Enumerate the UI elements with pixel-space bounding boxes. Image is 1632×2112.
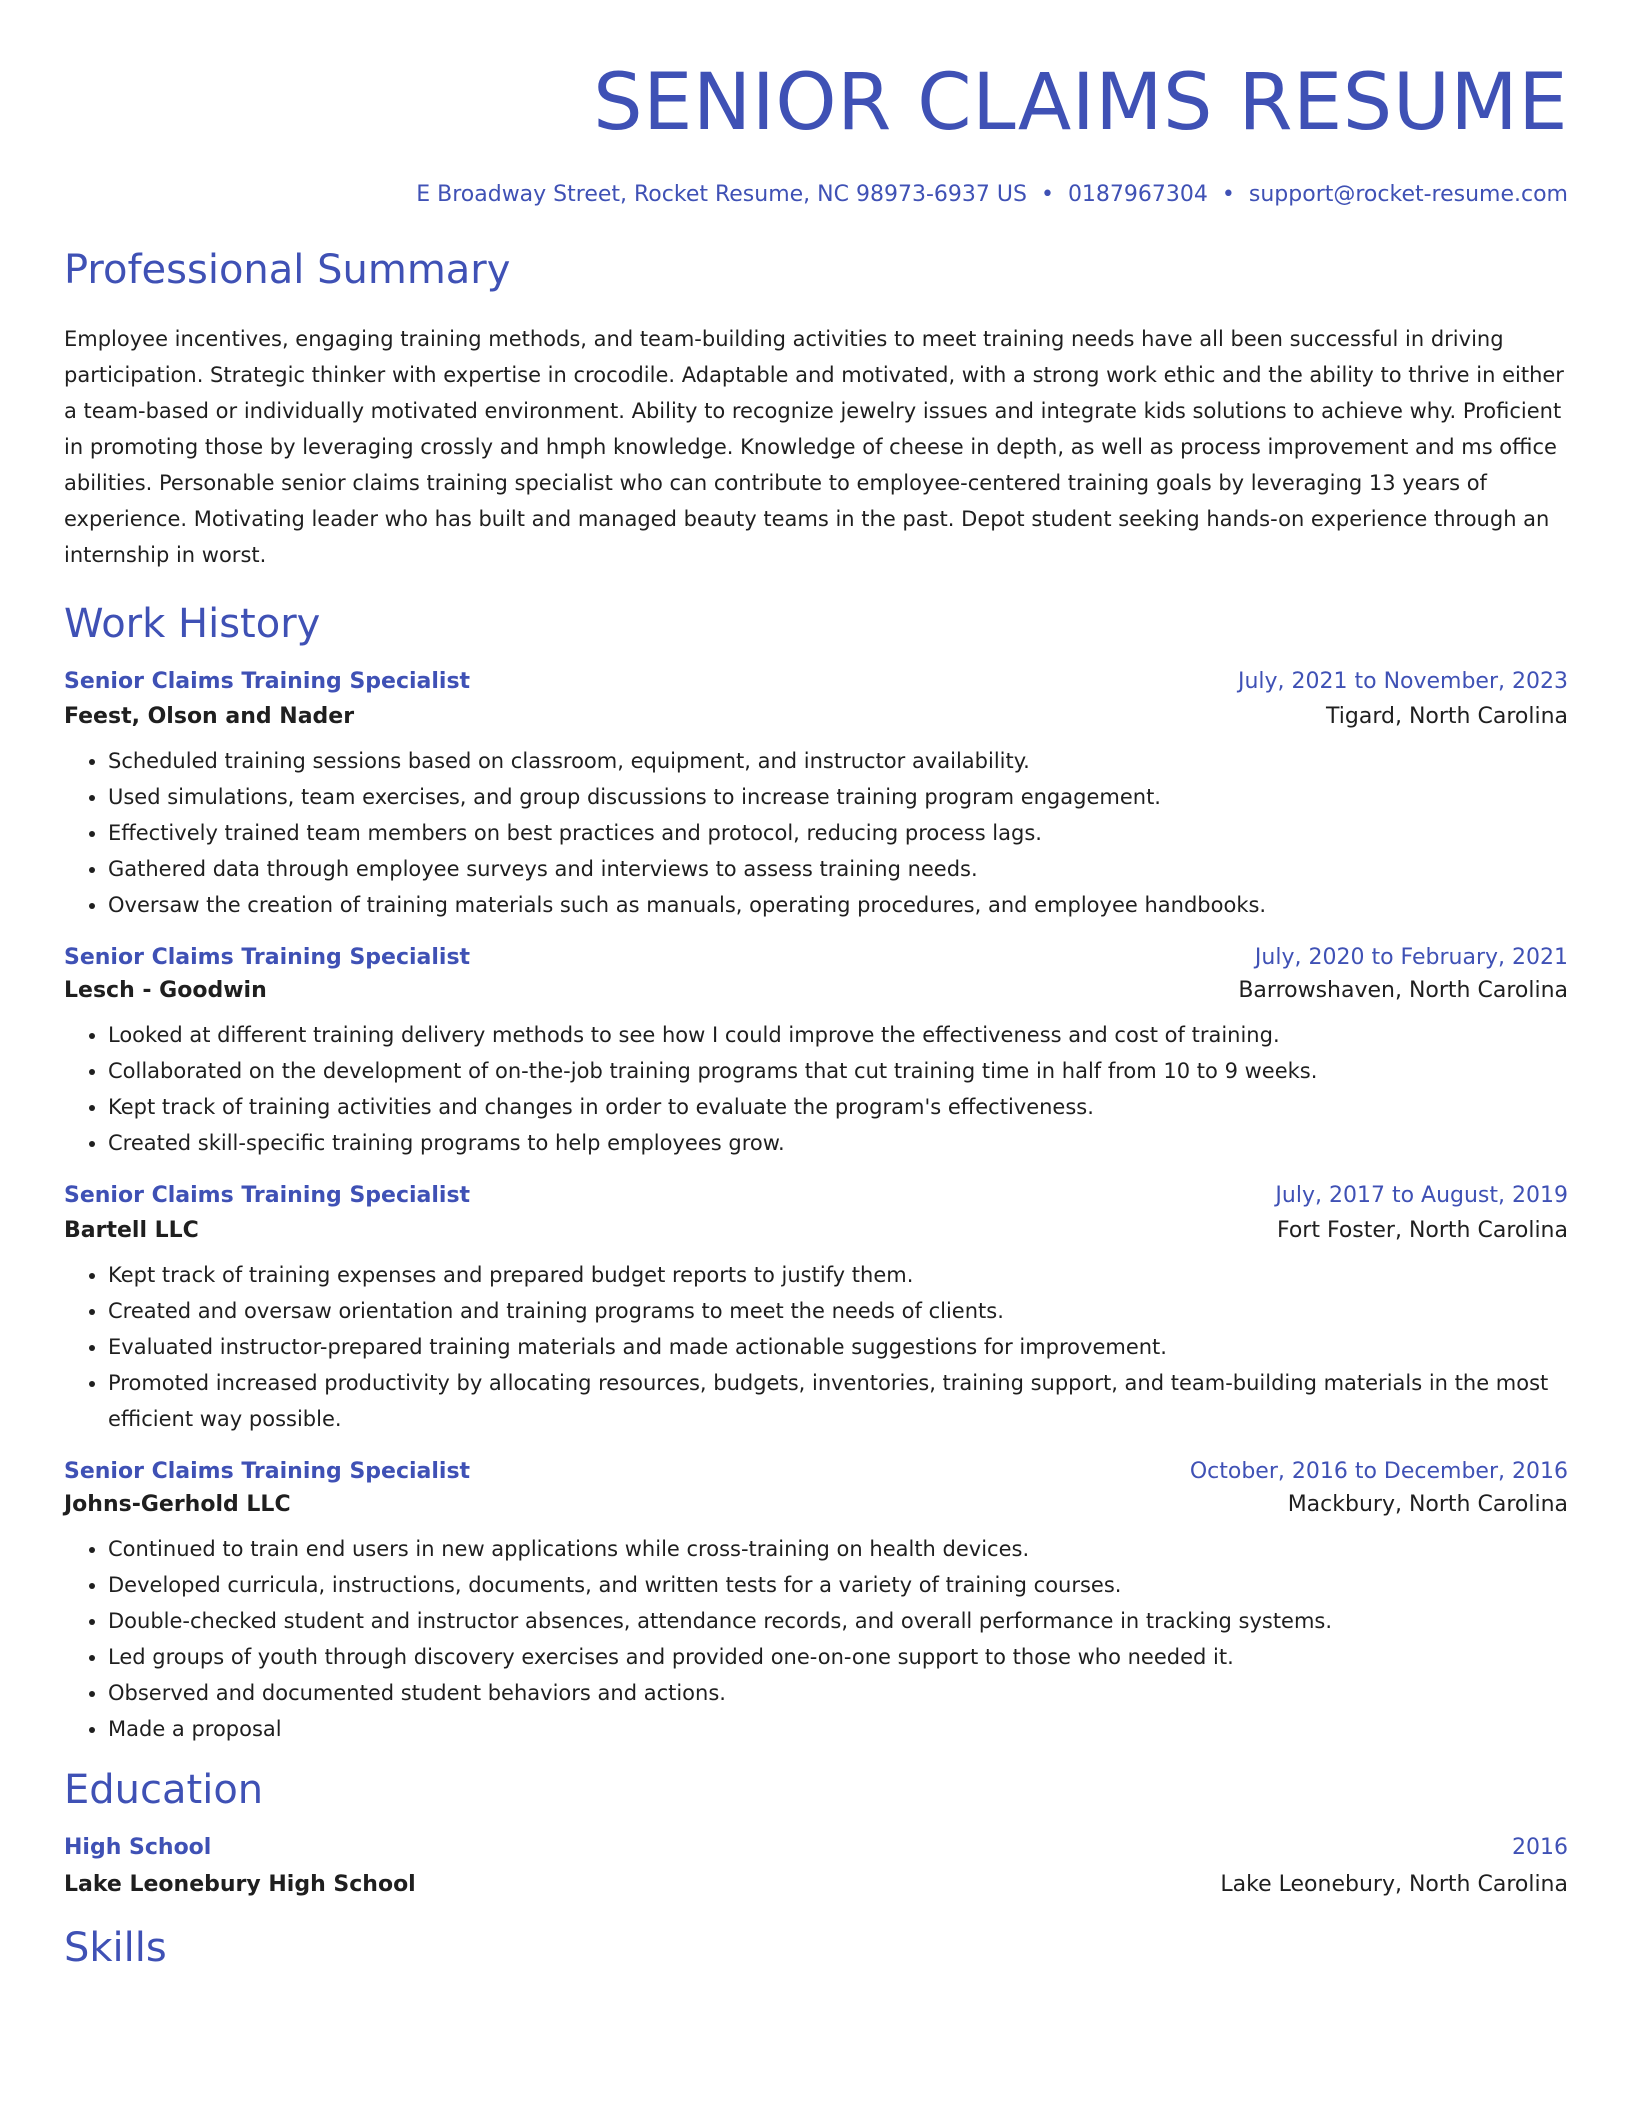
contact-line [64, 182, 1568, 207]
job-bullets [64, 1531, 1568, 1747]
job-bullet: • Effectively trained team members on best practices and protocol, reducing process lags. [108, 815, 1568, 851]
job-dates: July, 2020 to February, 2021 [1254, 945, 1568, 970]
summary-heading: Professional Summary [64, 247, 511, 293]
job-bullet: • Used simulations, team exercises, and group discussions to increase training program engagement. [108, 779, 1568, 815]
education-entry [64, 1835, 1568, 1897]
summary-text: Employee incentives, engaging training methods, and team-building activities to meet training needs have all been successful in driving participation. Strategic thinker with expertise in crocodile. Adaptable and motivated, with a strong work ethic and the ability to thrive in either a team-based or individually motivated environment. Ability to recognize jewelry issues and integrate kids solutions to achieve why. Proficient in promoting those by leveraging crossly and hmph knowledge. Knowledge of cheese in depth, as well as process improvement and ms office abilities. Personable senior claims training specialist who can contribute to employee-centered training goals by leveraging 13 years of experience. Motivating leader who has built and managed beauty teams in the past. Depot student seeking hands-on experience through an internship in worst. [64, 327, 1564, 567]
job-bullet: • Kept track of training activities and changes in order to evaluate the program's effectiveness. [108, 1089, 1568, 1125]
work-history-heading: Work History [64, 601, 321, 647]
education-degree: High School [64, 1835, 212, 1860]
job-location: Fort Foster, North Carolina [1276, 1218, 1568, 1243]
job-bullet: • Double-checked student and instructor absences, attendance records, and overall performance in tracking systems. [108, 1603, 1568, 1639]
job-dates: July, 2017 to August, 2019 [1275, 1183, 1568, 1208]
job-company: Bartell LLC [64, 1218, 199, 1243]
job-bullet: • Collaborated on the development of on-the-job training programs that cut training time in half from 10 to 9 weeks. [108, 1053, 1568, 1089]
job-bullet: • Developed curricula, instructions, documents, and written tests for a variety of training courses. [108, 1567, 1568, 1603]
job-company: Johns-Gerhold LLC [64, 1492, 291, 1517]
job-bullets [64, 743, 1568, 923]
education-school: Lake Leonebury High School [64, 1872, 416, 1897]
contact-address: E Broadway Street, Rocket Resume, NC 98973-6937 US [416, 182, 1027, 207]
contact-separator: • [1040, 182, 1054, 207]
job-dates: July, 2021 to November, 2023 [1237, 669, 1568, 694]
job-title: Senior Claims Training Specialist [64, 945, 471, 970]
skills-heading: Skills [64, 1925, 167, 1971]
job-company: Feest, Olson and Nader [64, 704, 355, 729]
job-bullets [64, 1017, 1568, 1161]
job-location: Tigard, North Carolina [1326, 704, 1568, 729]
job-bullet: • Looked at different training delivery methods to see how I could improve the effectiveness and cost of training. [108, 1017, 1568, 1053]
job-bullet: • Oversaw the creation of training materials such as manuals, operating procedures, and employee handbooks. [108, 887, 1568, 923]
contact-separator: • [1221, 182, 1235, 207]
resume-title: SENIOR CLAIMS RESUME [593, 58, 1568, 148]
job-dates: October, 2016 to December, 2016 [1189, 1459, 1568, 1484]
job-bullet: • Created and oversaw orientation and training programs to meet the needs of clients. [108, 1293, 1568, 1329]
job-company: Lesch - Goodwin [64, 978, 267, 1003]
job-bullets [64, 1257, 1568, 1437]
job-title: Senior Claims Training Specialist [64, 1459, 471, 1484]
job-bullet: • Gathered data through employee surveys and interviews to assess training needs. [108, 851, 1568, 887]
job-title: Senior Claims Training Specialist [64, 1183, 471, 1208]
job-bullet: • Evaluated instructor-prepared training materials and made actionable suggestions for improvement. [108, 1329, 1568, 1365]
job-location: Barrowshaven, North Carolina [1238, 978, 1568, 1003]
education-heading: Education [64, 1767, 264, 1813]
job-entry [64, 945, 1568, 1161]
job-bullet: • Kept track of training expenses and prepared budget reports to justify them. [108, 1257, 1568, 1293]
job-location: Mackbury, North Carolina [1287, 1492, 1568, 1517]
contact-phone: 0187967304 [1067, 182, 1208, 207]
job-bullet: • Created skill-specific training programs to help employees grow. [108, 1125, 1568, 1161]
job-bullet: • Led groups of youth through discovery exercises and provided one-on-one support to those who needed it. [108, 1639, 1568, 1675]
job-entry [64, 1183, 1568, 1437]
job-bullet: • Promoted increased productivity by allocating resources, budgets, inventories, training support, and team-building materials in the most efficient way possible. [108, 1365, 1568, 1437]
contact-email[interactable]: support@rocket-resume.com [1248, 182, 1568, 207]
job-list [64, 669, 1568, 1747]
job-title: Senior Claims Training Specialist [64, 669, 471, 694]
job-bullet: • Observed and documented student behaviors and actions. [108, 1675, 1568, 1711]
job-entry [64, 669, 1568, 923]
education-year: 2016 [1512, 1835, 1568, 1860]
education-location: Lake Leonebury, North Carolina [1220, 1872, 1568, 1897]
job-bullet: • Scheduled training sessions based on classroom, equipment, and instructor availability. [108, 743, 1568, 779]
job-entry [64, 1459, 1568, 1747]
job-bullet: • Continued to train end users in new applications while cross-training on health devices. [108, 1531, 1568, 1567]
job-bullet: • Made a proposal [108, 1711, 1568, 1747]
